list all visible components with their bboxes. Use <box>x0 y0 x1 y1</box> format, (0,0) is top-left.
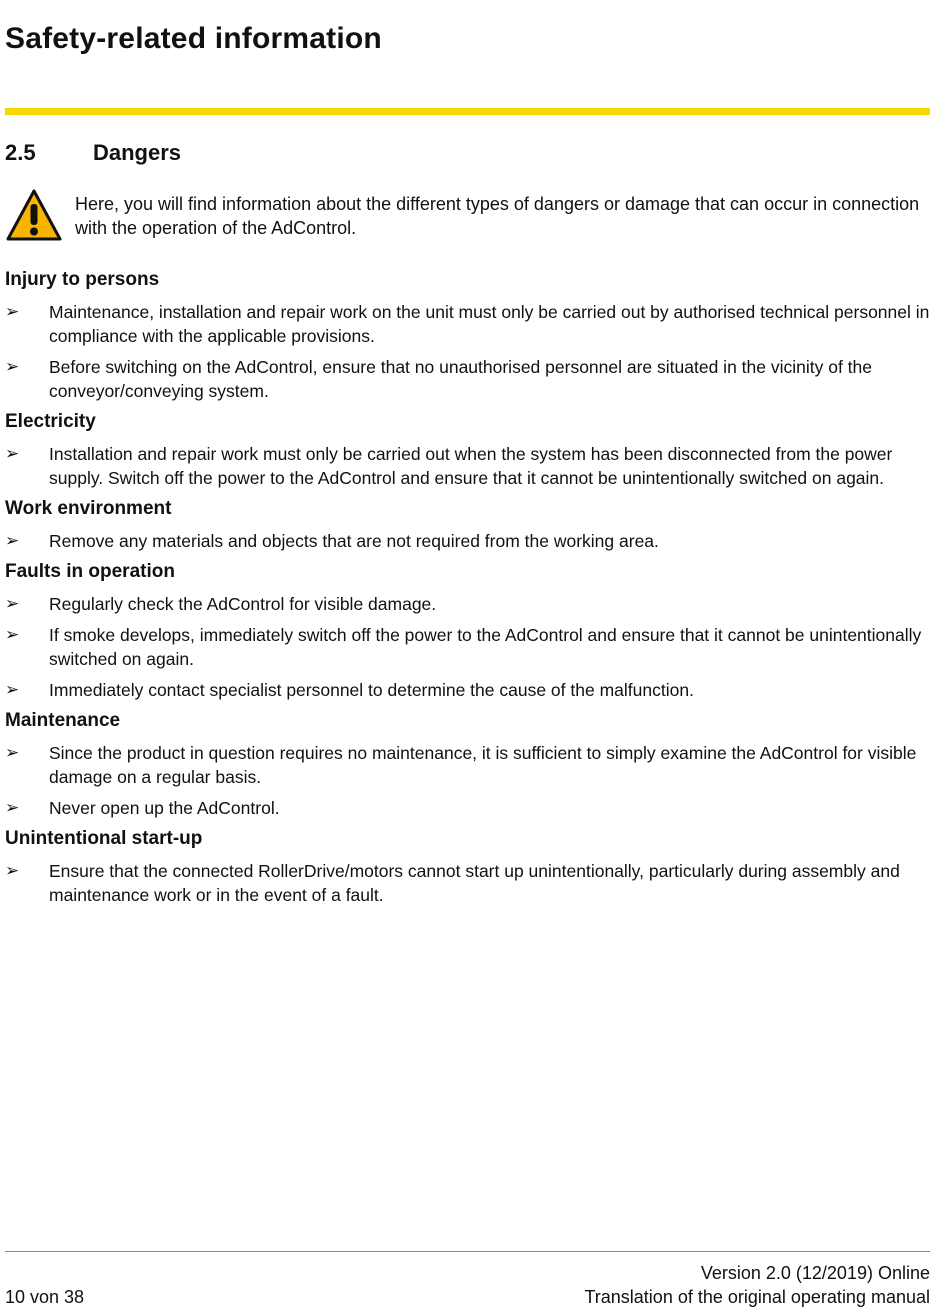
arrow-bullet-icon: ➢ <box>5 861 20 880</box>
footer-info <box>584 1261 930 1309</box>
arrow-bullet-icon: ➢ <box>5 444 20 463</box>
subsection <box>5 410 930 490</box>
subsection-heading: Injury to persons <box>5 269 160 290</box>
list-item <box>5 355 930 403</box>
warning-triangle-icon <box>5 188 63 242</box>
section-title: Dangers <box>93 140 182 165</box>
list-item <box>5 796 930 820</box>
arrow-bullet-icon: ➢ <box>5 594 20 613</box>
list-item-text: Since the product in question requires no maintenance, it is sufficient to simply examine the AdControl for visible damage on a regular basis. <box>49 743 917 787</box>
title-rule <box>5 108 930 115</box>
list-item <box>5 529 930 553</box>
subsection-heading: Electricity <box>5 411 96 432</box>
list-item <box>5 859 930 907</box>
list-item <box>5 741 930 789</box>
section-number: 2.5 <box>5 140 36 165</box>
subsection-heading: Work environment <box>5 498 172 519</box>
list-item-text: Before switching on the AdControl, ensure that no unauthorised personnel are situated in the vicinity of the conveyor/conveying system. <box>49 357 873 401</box>
bullet-list <box>5 859 930 907</box>
subsection <box>5 560 930 702</box>
dangers-content <box>5 268 930 914</box>
list-item-text: If smoke develops, immediately switch off the power to the AdControl and ensure that it cannot be unintentionally switched on again. <box>49 625 922 669</box>
footer-rule <box>5 1251 930 1252</box>
list-item <box>5 300 930 348</box>
arrow-bullet-icon: ➢ <box>5 302 20 321</box>
bullet-list <box>5 300 930 403</box>
bullet-list <box>5 741 930 820</box>
list-item-text: Ensure that the connected RollerDrive/motors cannot start up unintentionally, particularly during assembly and maintenance work or in the event of a fault. <box>49 861 900 905</box>
arrow-bullet-icon: ➢ <box>5 798 20 817</box>
arrow-bullet-icon: ➢ <box>5 357 20 376</box>
list-item-text: Installation and repair work must only be carried out when the system has been disconnected from the power supply. Switch off the power to the AdControl and ensure that it cannot be unintentionally switched on again. <box>49 444 893 488</box>
list-item <box>5 592 930 616</box>
list-item-text: Remove any materials and objects that are not required from the working area. <box>49 531 659 551</box>
arrow-bullet-icon: ➢ <box>5 743 20 762</box>
page-title: Safety-related information <box>5 22 382 55</box>
footer-page-number: 10 von 38 <box>5 1287 85 1307</box>
bullet-list <box>5 529 930 553</box>
footer-version: Version 2.0 (12/2019) Online <box>700 1263 930 1283</box>
subsection-heading: Maintenance <box>5 710 121 731</box>
subsection <box>5 827 930 907</box>
arrow-bullet-icon: ➢ <box>5 680 20 699</box>
arrow-bullet-icon: ➢ <box>5 531 20 550</box>
subsection <box>5 709 930 820</box>
list-item-text: Regularly check the AdControl for visible damage. <box>49 594 437 614</box>
list-item <box>5 623 930 671</box>
arrow-bullet-icon: ➢ <box>5 625 20 644</box>
list-item <box>5 678 930 702</box>
footer-note: Translation of the original operating manual <box>584 1287 930 1307</box>
subsection-heading: Unintentional start-up <box>5 828 203 849</box>
subsection <box>5 268 930 403</box>
list-item-text: Never open up the AdControl. <box>49 798 280 818</box>
bullet-list <box>5 442 930 490</box>
list-item-text: Maintenance, installation and repair work on the unit must only be carried out by authorised technical personnel in compliance with the applicable provisions. <box>49 302 930 346</box>
subsection-heading: Faults in operation <box>5 561 175 582</box>
list-item <box>5 442 930 490</box>
list-item-text: Immediately contact specialist personnel to determine the cause of the malfunction. <box>49 680 694 700</box>
section-intro: Here, you will find information about the different types of dangers or damage that can occur in connection with the operation of the AdControl. <box>75 194 920 238</box>
bullet-list <box>5 592 930 702</box>
section-heading <box>5 140 181 166</box>
subsection <box>5 497 930 553</box>
